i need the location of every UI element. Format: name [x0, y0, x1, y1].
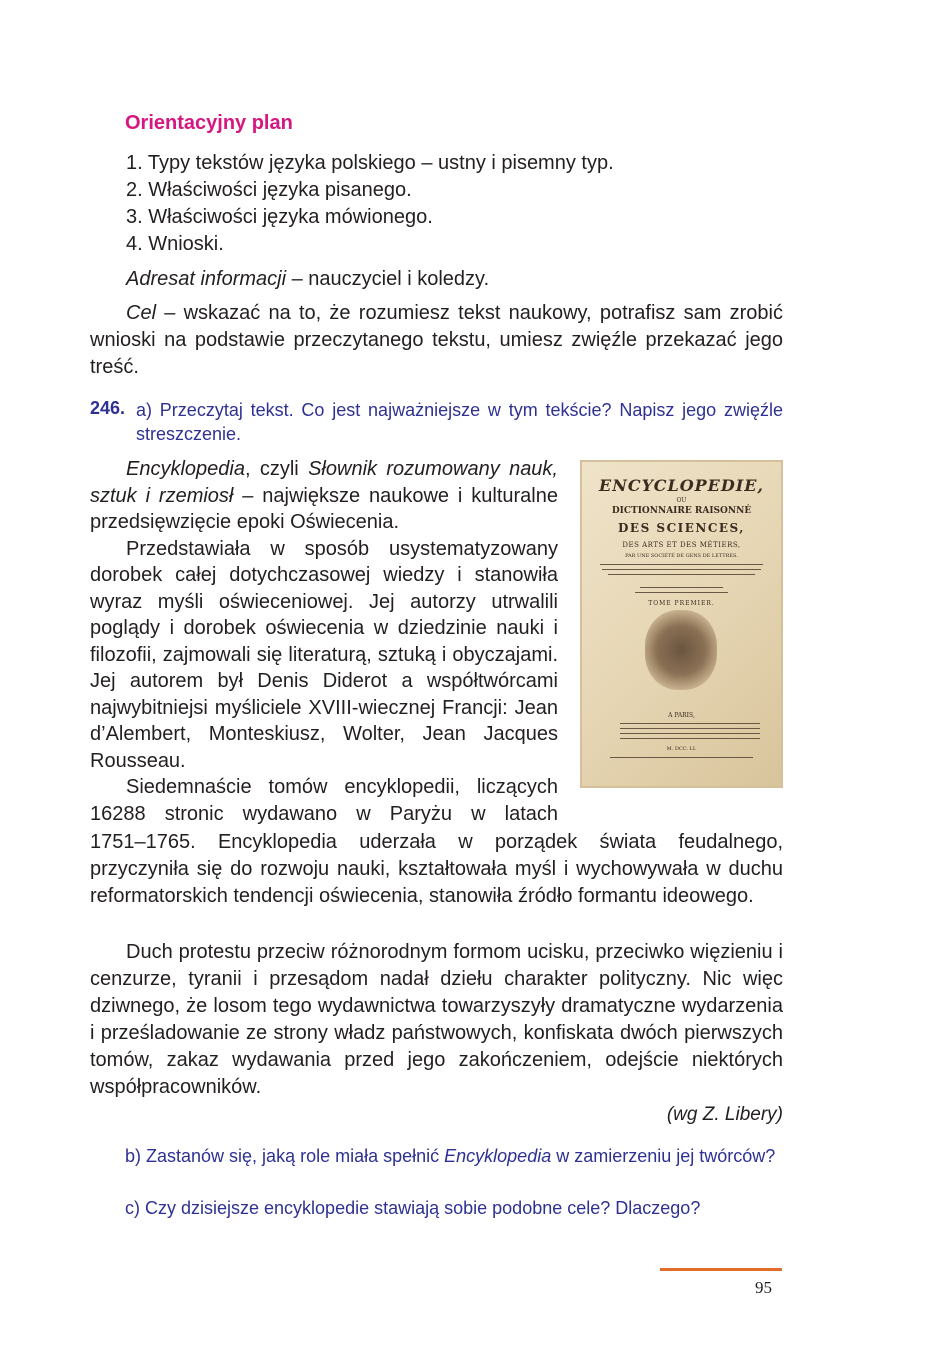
plan-item: 2. Właściwości języka pisanego. [126, 179, 412, 201]
adresat-label: Adresat informacji [126, 268, 287, 290]
article-title: Encyklopedia [126, 458, 245, 480]
article-connector: , czyli [244, 458, 309, 480]
plan-item: 3. Właściwości języka mówionego. [126, 206, 433, 228]
question-c: c) Czy dzisiejsze encyklopedie stawiają sobie podobne cele? Dlaczego? [125, 1198, 701, 1218]
cover-city: A PARIS, [668, 712, 695, 719]
task-instruction: a) Przeczytaj tekst. Co jest najważniejsze w tym tekście? Napisz jego zwięźle streszczenie. [136, 400, 783, 444]
task-number: 246. [90, 398, 126, 418]
cover-line-5: PAR UNE SOCIÉTÉ DE GENS DE LETTRES. [625, 553, 738, 559]
footer-rule [660, 1268, 782, 1271]
cel-paragraph [90, 300, 783, 381]
plan-item: 4. Wnioski. [126, 233, 224, 255]
article-column [90, 456, 558, 827]
cover-rule [620, 728, 760, 729]
cover-line-2: DICTIONNAIRE RAISONNÉ [611, 506, 752, 516]
cover-line-4: DES ARTS ET DES MÉTIERS, [622, 541, 741, 549]
article-paragraph-3-continued: 1751–1765. Encyklopedia uderzała w porządek świata feudalnego, przyczyniła się do rozwoju nauki, kształtowała myśl i wychowywała w duchu reformatorskich tendencji oświecenia, stanowiła źródło formantu ideowego. [90, 831, 783, 907]
article-paragraph-4: Duch protestu przeciw różnorodnym formom ucisku, przeciwko więzieniu i cenzurze, tyranii i przesądom nadał dziełu charakter polityczny. Nic więc dziwnego, że losom tego wydawnictwa towarzyszyły dramatyczne wydarzenia i prześladowanie ze strony władz państwowych, konfiskata dwóch pierwszych tomów, zakaz wydawania przed jego zakończeniem, odejście niektórych współpracowników. [90, 941, 783, 1098]
cel-label: Cel [126, 302, 157, 324]
cover-ou: OU [676, 497, 687, 504]
page-number: 95 [755, 1278, 772, 1297]
article-paragraph-2: Przedstawiała w sposób usystematyzowany dorobek całej dotychczasowej wiedzy i stanowiła wyraz myśli oświeceniowej. Jej autorzy utrwalili poglądy i dorobek oświecenia w dziedzinie nauki i filozofii, zajmowali się literaturą, sztuką i obyczajami. Jej autorem był Denis Diderot a współtwórcami najwybitniejsi myśliciele XVIII-wiecznej Francji: Jean d’Alembert, Monteskiusz, Wolter, Jean Jacques Rousseau. [90, 537, 558, 772]
question-b-text: b) Zastanów się, jaką role miała spełnić [125, 1146, 445, 1166]
cover-rule [620, 723, 760, 724]
article-paragraph-3-start: Siedemnaście tomów encyklopedii, liczących 16288 stronic wydawano w Paryżu w latach [90, 776, 558, 825]
cover-rule [620, 738, 760, 739]
adresat-text: – nauczyciel i koledzy. [286, 268, 490, 290]
source-citation: (wg Z. Libery) [666, 1104, 783, 1125]
cel-text: – wskazać na to, że rozumiesz tekst naukowy, potrafisz sam zrobić wnioski na podstawie przeczytanego tekstu, umiesz zwięźle przekazać jego treść. [90, 302, 783, 378]
cover-tome: TOME PREMIER. [648, 600, 715, 607]
question-b [90, 1144, 783, 1168]
cover-rule [600, 564, 763, 565]
cover-rule [640, 587, 723, 588]
cover-year: M. DCC. LI. [666, 746, 697, 752]
cover-title: ENCYCLOPEDIE, [599, 476, 764, 495]
plan-item: 1. Typy tekstów języka polskiego – ustny i pisemny typ. [126, 152, 614, 174]
plan-list [126, 150, 614, 258]
cover-rule [602, 569, 761, 570]
cover-rule [608, 574, 755, 575]
article-paragraph-1 [90, 456, 558, 536]
cover-line-3: DES SCIENCES, [618, 521, 745, 535]
article-subtitle: Słownik rozumowany nauk, sztuk i rzemiosł [90, 458, 558, 507]
question-b-title: Encyklopedia [444, 1146, 552, 1166]
question-b-text-end: w zamierzeniu jej twórców? [551, 1146, 776, 1166]
article-text: – największe naukowe i kulturalne przedsięwzięcie epoki Oświecenia. [90, 484, 558, 533]
cover-rule [620, 733, 760, 734]
section-heading: Orientacyjny plan [125, 112, 293, 134]
cover-vignette-engraving [645, 610, 717, 690]
encyclopedie-title-page-image [580, 460, 783, 788]
cover-rule [635, 592, 728, 593]
adresat-paragraph [90, 266, 783, 293]
cover-rule [610, 757, 753, 758]
